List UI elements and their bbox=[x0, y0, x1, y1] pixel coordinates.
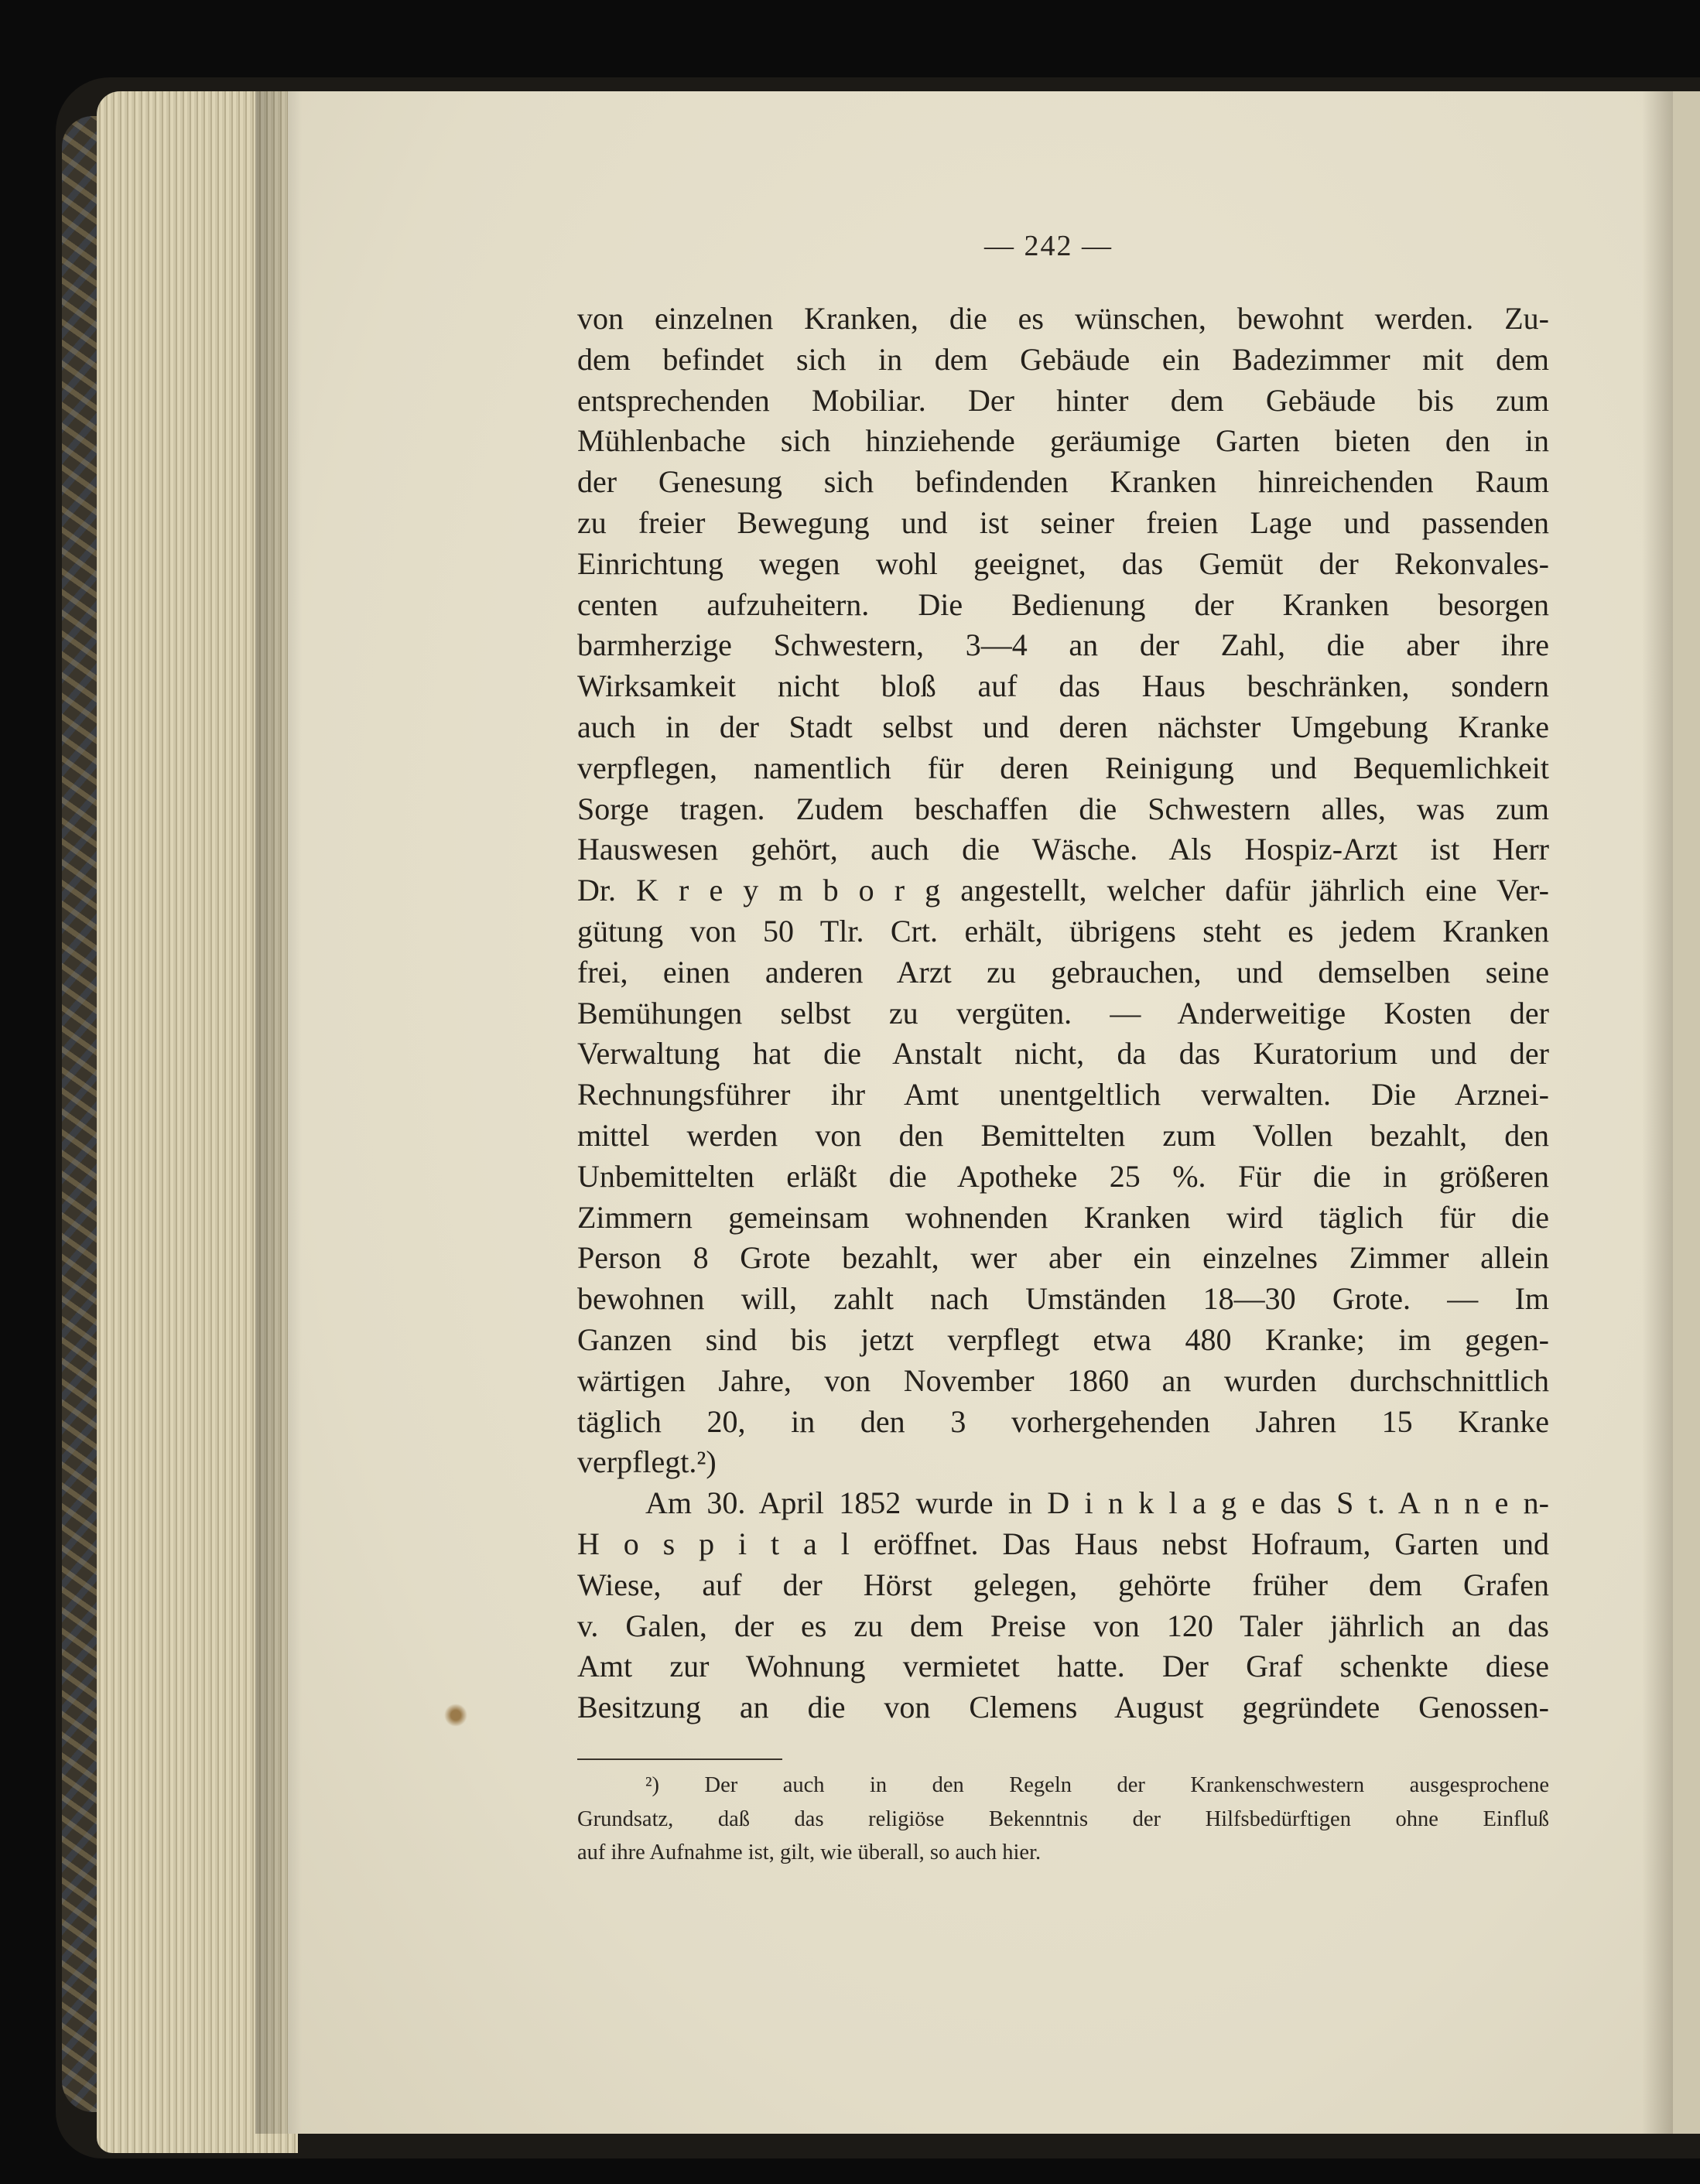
text-line: Hauswesen gehört, auch die Wäsche. Als Hospiz-Arzt ist Herr bbox=[577, 832, 1549, 867]
text-line: Besitzung an die von Clemens August gegründete Genossen- bbox=[577, 1690, 1549, 1725]
text-line: auch in der Stadt selbst und deren nächster Umgebung Kranke bbox=[577, 709, 1549, 744]
text-line: Einrichtung wegen wohl geeignet, das Gemüt der Rekonvales- bbox=[577, 545, 1549, 581]
body-text bbox=[577, 299, 1549, 1728]
text-line: dem befindet sich in dem Gebäude ein Badezimmer mit dem bbox=[577, 341, 1549, 377]
text-line: Amt zur Wohnung vermietet hatte. Der Graf schenkte diese bbox=[577, 1649, 1549, 1684]
text-line: H o s p i t a l eröffnet. Das Haus nebst Hofraum, Garten und bbox=[577, 1526, 1549, 1561]
text-line: Mühlenbache sich hinziehende geräumige Garten bieten den in bbox=[577, 423, 1549, 459]
text-line: Person 8 Grote bezahlt, wer aber ein einzelnes Zimmer allein bbox=[577, 1240, 1549, 1276]
page-gutter bbox=[1642, 91, 1673, 2134]
text-line: Zimmern gemeinsam wohnenden Kranken wird täglich für die bbox=[577, 1199, 1549, 1235]
text-line: Rechnungsführer ihr Amt unentgeltlich verwalten. Die Arznei- bbox=[577, 1077, 1549, 1113]
text-line: Ganzen sind bis jetzt verpflegt etwa 480 Kranke; im gegen- bbox=[577, 1321, 1549, 1357]
text-line: Bemühungen selbst zu vergüten. — Anderweitige Kosten der bbox=[577, 995, 1549, 1030]
text-line: der Genesung sich befindenden Kranken hinreichenden Raum bbox=[577, 464, 1549, 500]
text-line: täglich 20, in den 3 vorhergehenden Jahren 15 Kranke bbox=[577, 1403, 1549, 1439]
text-line: von einzelnen Kranken, die es wünschen, bewohnt werden. Zu- bbox=[577, 301, 1549, 336]
text-line: Unbemittelten erläßt die Apotheke 25 %. Für die in größeren bbox=[577, 1158, 1549, 1194]
text-line: Wirksamkeit nicht bloß auf das Haus beschränken, sondern bbox=[577, 668, 1549, 704]
text-line: Verwaltung hat die Anstalt nicht, da das Kuratorium und der bbox=[577, 1036, 1549, 1071]
text-line: Sorge tragen. Zudem beschaffen die Schwestern alles, was zum bbox=[577, 791, 1549, 826]
text-line: Dr. K r e y m b o r g angestellt, welcher dafür jährlich eine Ver- bbox=[577, 873, 1549, 908]
footnote-line: ²) Der auch in den Regeln der Krankenschwestern ausgesprochene bbox=[645, 1773, 1549, 1797]
text-line: mittel werden von den Bemittelten zum Vollen bezahlt, den bbox=[577, 1117, 1549, 1153]
text-line: Am 30. April 1852 wurde in D i n k l a g e das S t. A n n e n- bbox=[645, 1485, 1549, 1521]
text-line: barmherzige Schwestern, 3—4 an der Zahl, die aber ihre bbox=[577, 627, 1549, 663]
text-line: zu freier Bewegung und ist seiner freien Lage und passenden bbox=[577, 504, 1549, 540]
footnote-line: auf ihre Aufnahme ist, gilt, wie überall, so auch hier. bbox=[577, 1841, 1042, 1864]
text-line: gütung von 50 Tlr. Crt. erhält, übrigens steht es jedem Kranken bbox=[577, 913, 1549, 948]
text-line: v. Galen, der es zu dem Preise von 120 Taler jährlich an das bbox=[577, 1608, 1549, 1643]
text-line: frei, einen anderen Arzt zu gebrauchen, und demselben seine bbox=[577, 954, 1549, 989]
page-number: — 242 — bbox=[984, 230, 1113, 262]
footnote-rule bbox=[577, 1758, 782, 1760]
text-line: wärtigen Jahre, von November 1860 an wurden durchschnittlich bbox=[577, 1362, 1549, 1398]
text-line: centen aufzuheitern. Die Bedienung der Kranken besorgen bbox=[577, 586, 1549, 622]
footnotes bbox=[577, 1769, 1549, 1870]
text-line: verpflegen, namentlich für deren Reinigung und Bequemlichkeit bbox=[577, 750, 1549, 785]
text-line: bewohnen will, zahlt nach Umständen 18—30 Grote. — Im bbox=[577, 1281, 1549, 1317]
text-line: entsprechenden Mobiliar. Der hinter dem Gebäude bis zum bbox=[577, 382, 1549, 418]
text-line: verpflegt.²) bbox=[577, 1444, 717, 1480]
footnote-line: Grundsatz, daß das religiöse Bekenntnis der Hilfsbedürftigen ohne Einfluß bbox=[577, 1806, 1549, 1831]
paper-stain bbox=[444, 1704, 467, 1727]
facing-page-edge bbox=[1673, 91, 1700, 2134]
text-line: Wiese, auf der Hörst gelegen, gehörte früher dem Grafen bbox=[577, 1567, 1549, 1602]
page-shadow bbox=[255, 91, 302, 2134]
